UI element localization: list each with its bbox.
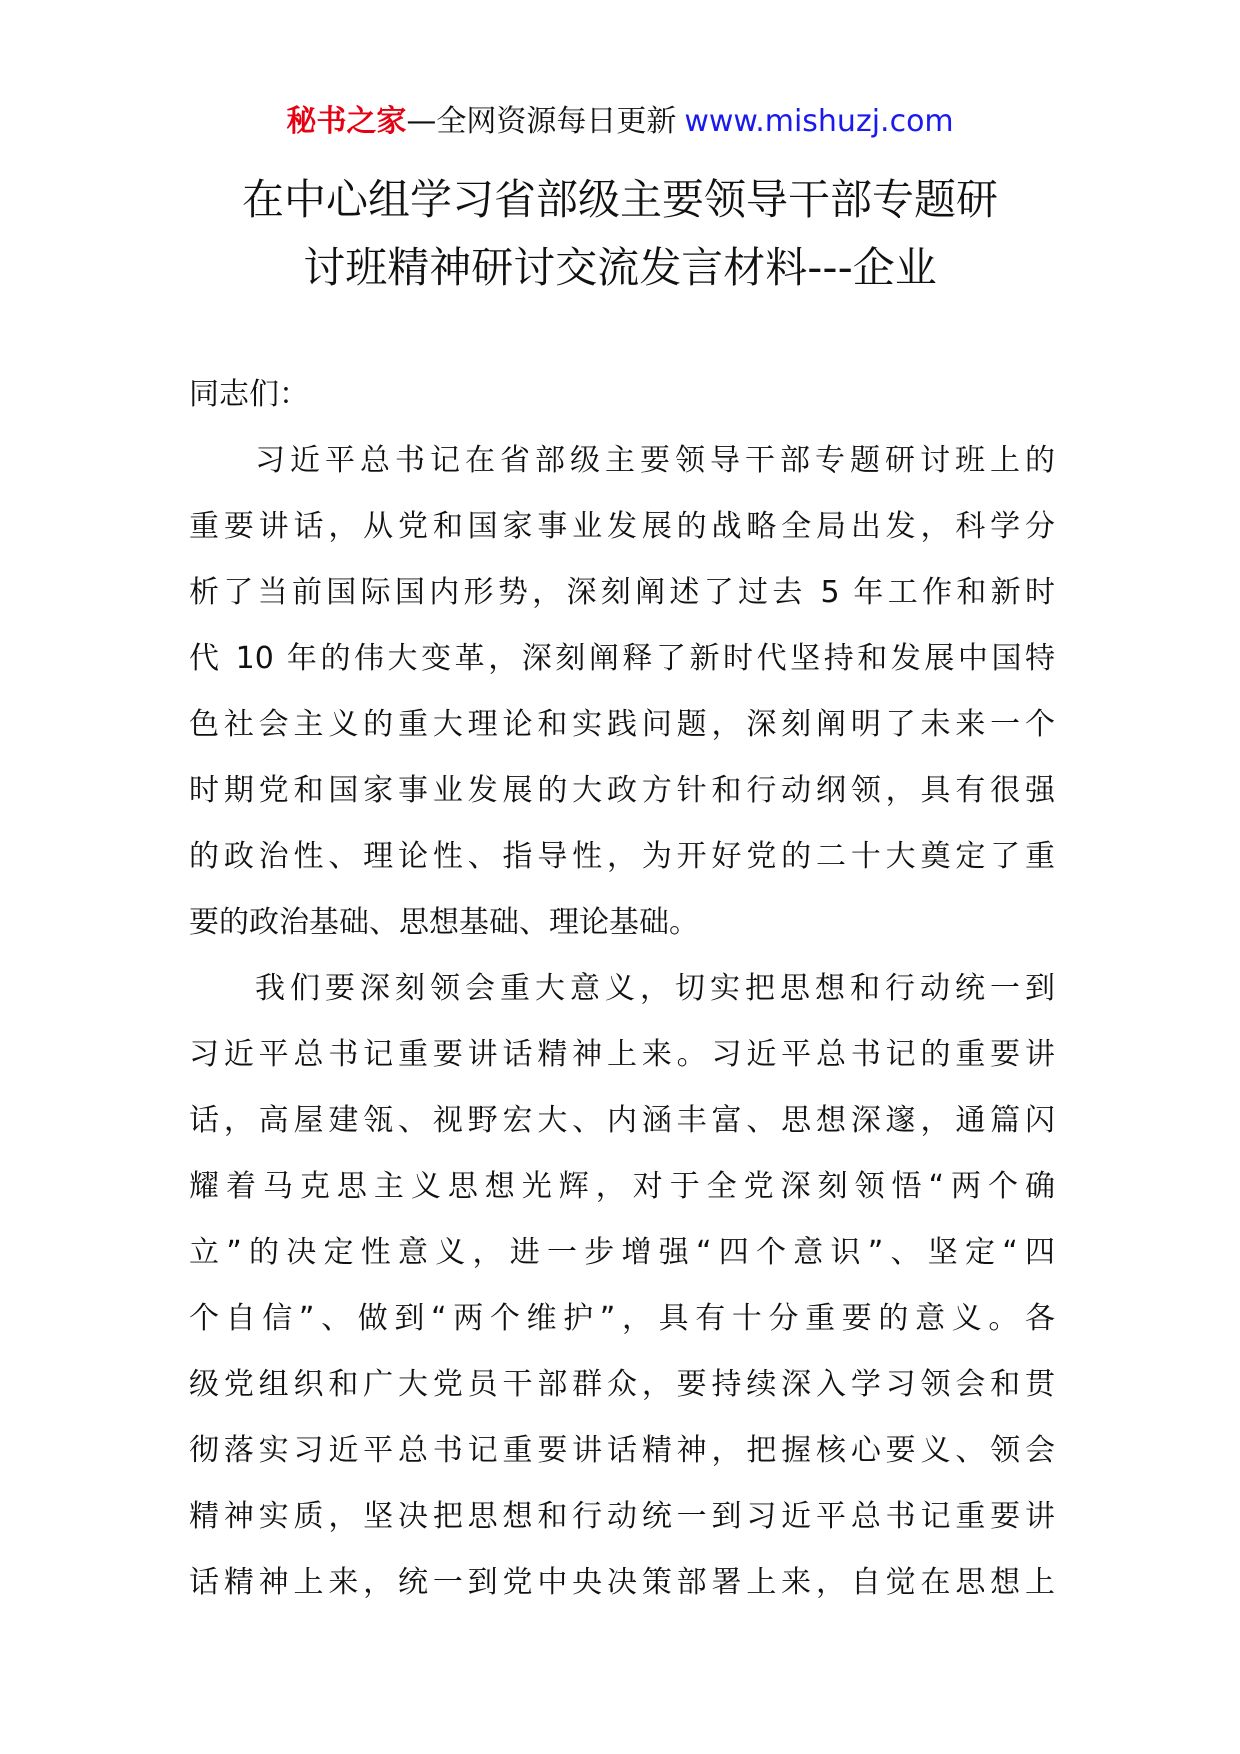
site-tagline: —全网资源每日更新 bbox=[406, 104, 677, 139]
paragraph-line: 耀着马克思主义思想光辉，对于全党深刻领悟“两个确 bbox=[189, 1169, 1055, 1204]
paragraph-line: 时期党和国家事业发展的大政方针和行动纲领，具有很强 bbox=[189, 773, 1055, 808]
paragraph-line: 重要讲话，从党和国家事业发展的战略全局出发，科学分 bbox=[189, 509, 1055, 544]
paragraph-line: 立”的决定性意义，进一步增强“四个意识”、坚定“四 bbox=[189, 1235, 1055, 1270]
paragraph-line: 话精神上来，统一到党中央决策部署上来，自觉在思想上 bbox=[189, 1565, 1055, 1600]
paragraph-line: 级党组织和广大党员干部群众，要持续深入学习领会和贯 bbox=[189, 1367, 1055, 1402]
title-line-1: 在中心组学习省部级主要领导干部专题研 bbox=[241, 175, 998, 224]
paragraph-line: 的政治性、理论性、指导性，为开好党的二十大奠定了重 bbox=[189, 839, 1055, 874]
paragraph-line: 要的政治基础、思想基础、理论基础。 bbox=[189, 905, 699, 940]
paragraph-line: 析了当前国际国内形势，深刻阐述了过去 5 年工作和新时 bbox=[189, 575, 1055, 610]
paragraph-1 bbox=[189, 428, 1055, 956]
paragraph-line: 彻落实习近平总书记重要讲话精神，把握核心要义、领会 bbox=[189, 1433, 1055, 1468]
site-header bbox=[0, 102, 1240, 142]
paragraph-line: 我们要深刻领会重大意义，切实把思想和行动统一到 bbox=[255, 971, 1055, 1006]
greeting: 同志们： bbox=[189, 377, 309, 412]
paragraph-line: 习近平总书记在省部级主要领导干部专题研讨班上的 bbox=[255, 443, 1055, 478]
paragraph-line: 话，高屋建瓴、视野宏大、内涵丰富、思想深邃，通篇闪 bbox=[189, 1103, 1055, 1138]
paragraph-line: 个自信”、做到“两个维护”，具有十分重要的意义。各 bbox=[189, 1301, 1055, 1336]
paragraph-line: 色社会主义的重大理论和实践问题，深刻阐明了未来一个 bbox=[189, 707, 1055, 742]
site-url-link[interactable]: www.mishuzj.com bbox=[684, 104, 954, 139]
document-body bbox=[189, 362, 1055, 1616]
brand-name: 秘书之家 bbox=[286, 104, 407, 139]
paragraph-line: 精神实质，坚决把思想和行动统一到习近平总书记重要讲 bbox=[189, 1499, 1055, 1534]
paragraph-line: 习近平总书记重要讲话精神上来。习近平总书记的重要讲 bbox=[189, 1037, 1055, 1072]
paragraph-line: 代 10 年的伟大变革，深刻阐释了新时代坚持和发展中国特 bbox=[189, 641, 1055, 676]
paragraph-2 bbox=[189, 956, 1055, 1616]
document-title bbox=[170, 166, 1070, 302]
title-line-2: 讨班精神研讨交流发言材料---企业 bbox=[303, 243, 937, 292]
